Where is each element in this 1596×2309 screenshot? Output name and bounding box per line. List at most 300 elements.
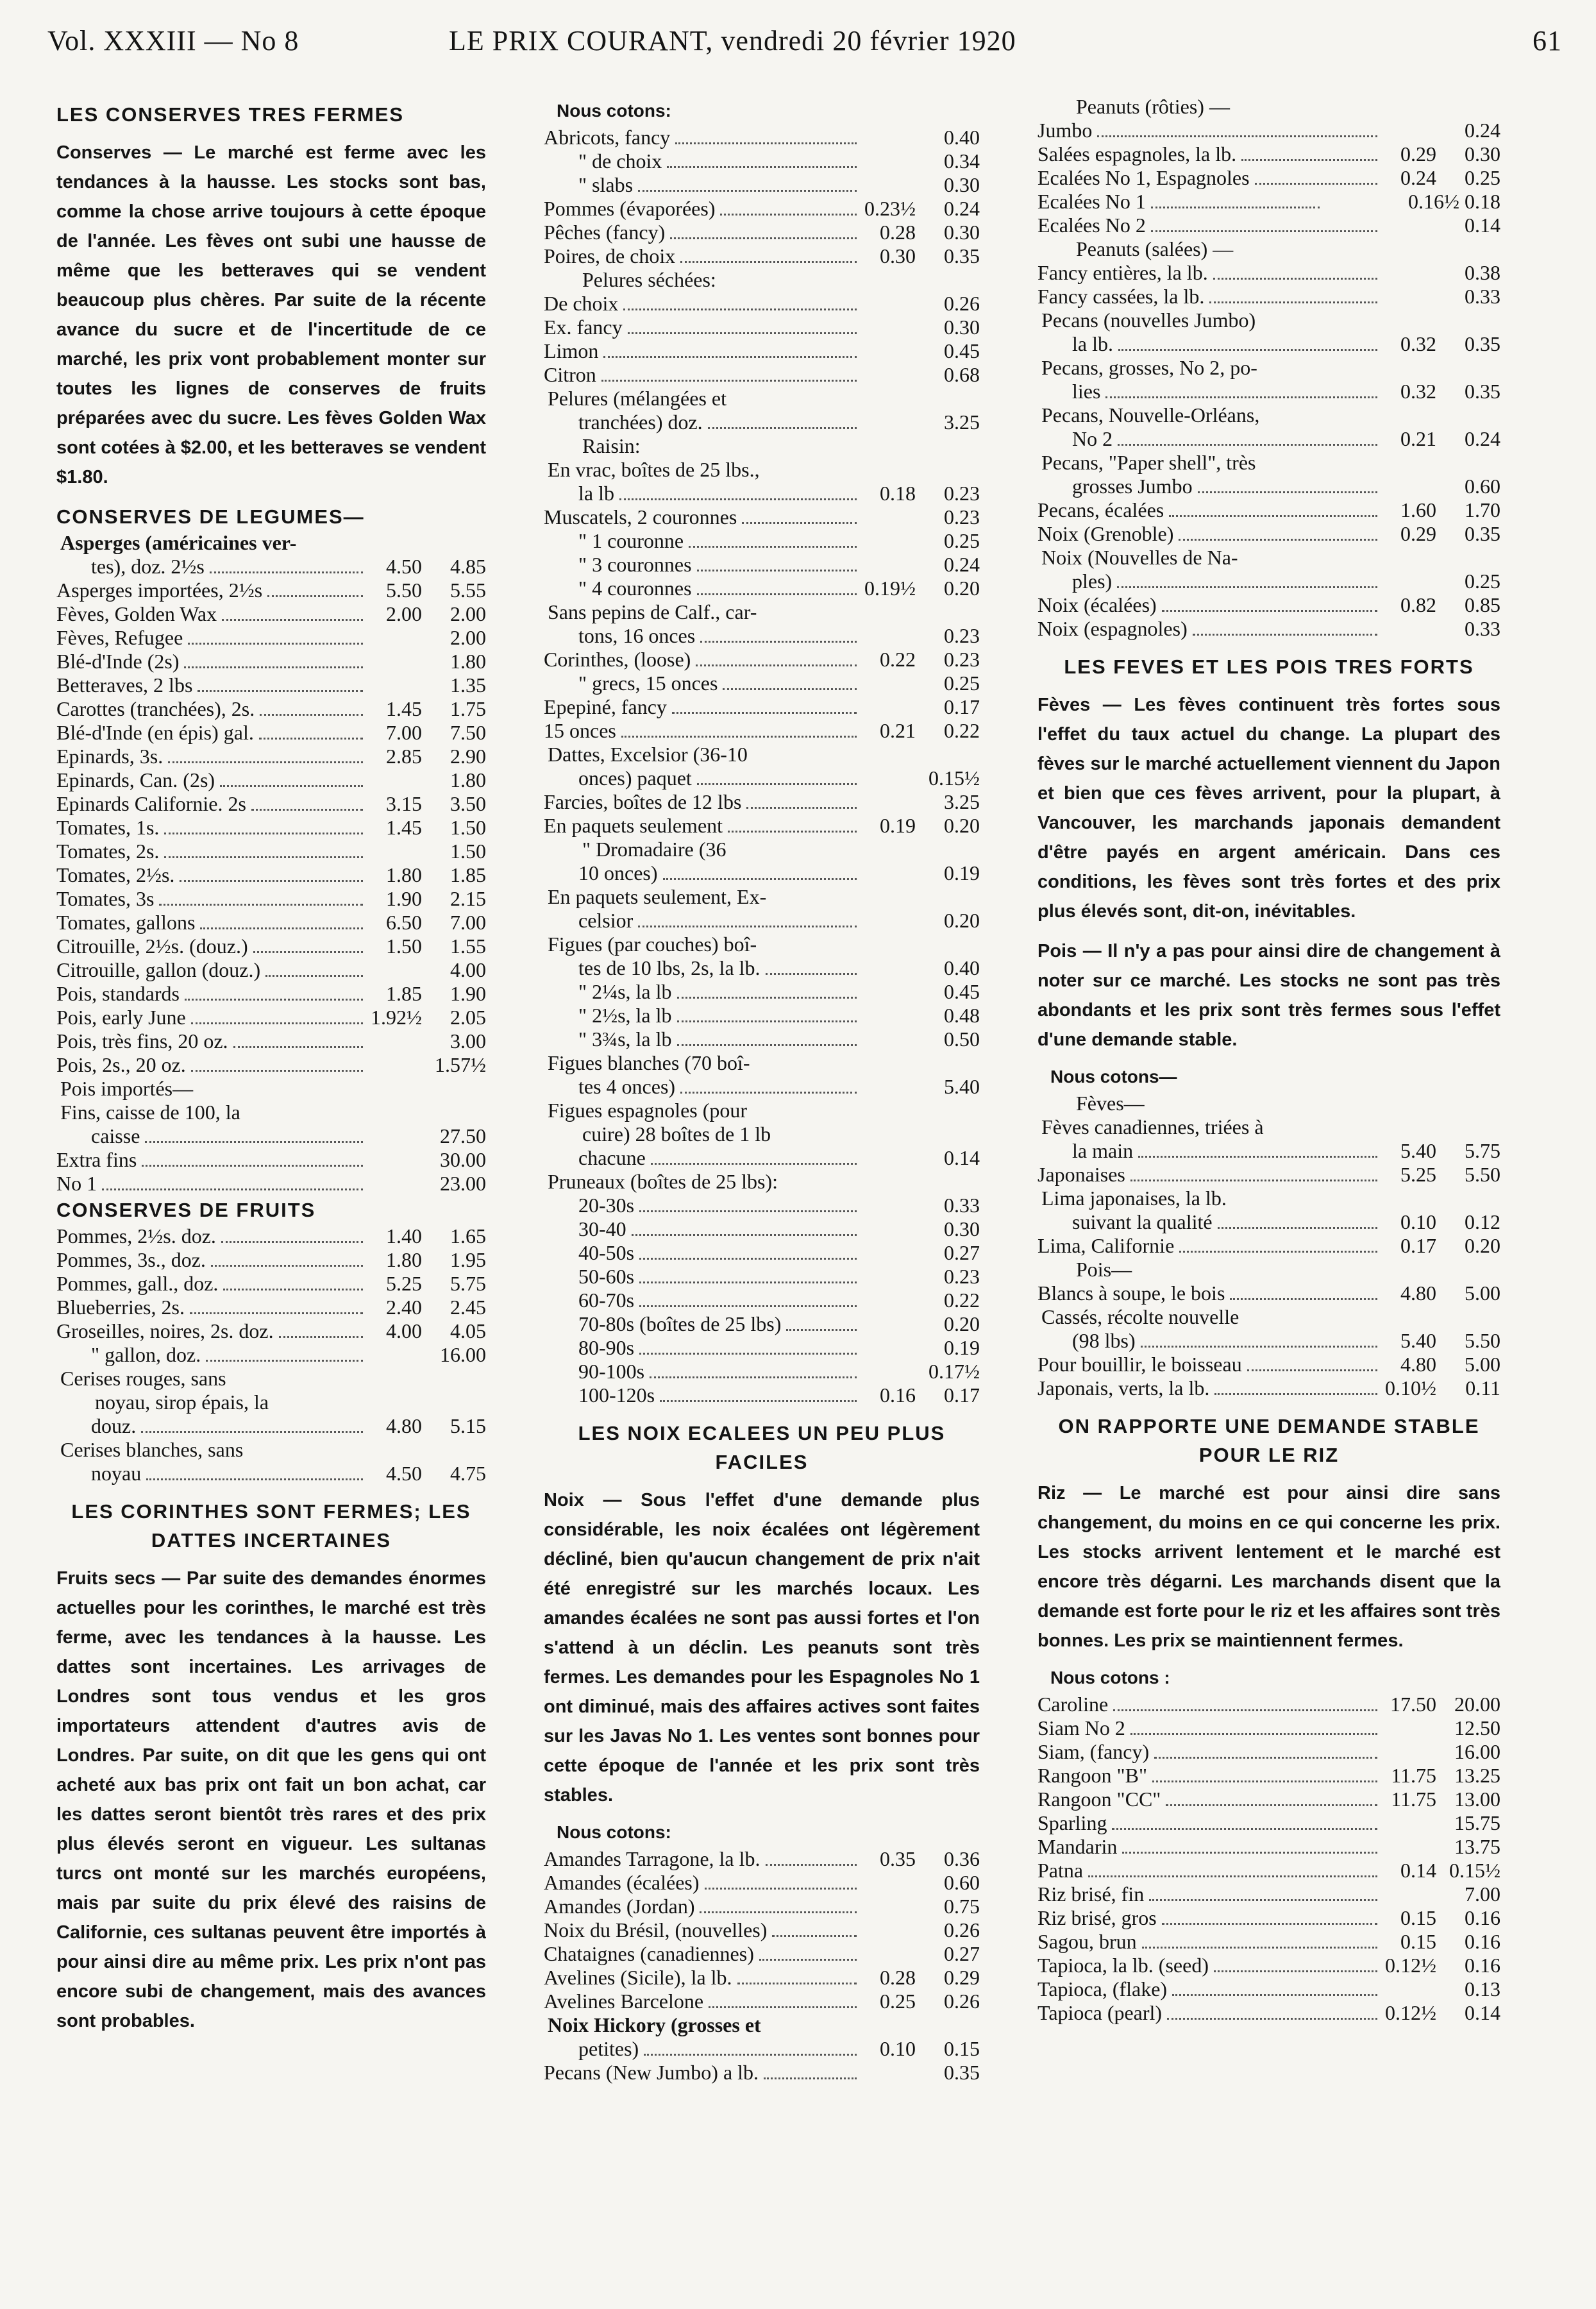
- price-row: [544, 1217, 980, 1241]
- price-row: [1037, 1882, 1500, 1906]
- price-row: [544, 648, 980, 672]
- item-asperges: Asperges (américaines ver-: [60, 531, 297, 554]
- price-row: [56, 792, 486, 816]
- price-label: Pecans, écalées: [1037, 498, 1164, 521]
- price-high: 0.20: [944, 814, 980, 837]
- dot-leader: [184, 666, 363, 668]
- table-dattes: [544, 766, 980, 838]
- item-paquets: En paquets seulement, Ex-: [548, 885, 767, 908]
- dot-leader: [260, 714, 363, 716]
- price-high: 12.50: [1454, 1716, 1500, 1739]
- price-row: [1037, 1788, 1500, 1811]
- price-label: Fèves, Refugee: [56, 626, 183, 649]
- price-label: Citron: [544, 363, 596, 386]
- price-row: [1037, 1859, 1500, 1882]
- price-label: la main: [1072, 1139, 1134, 1162]
- price-high: 0.45: [944, 339, 980, 362]
- item-pecans-jumbo: Pecans (nouvelles Jumbo): [1041, 309, 1256, 332]
- dot-leader: [697, 783, 857, 785]
- dot-leader: [1113, 1709, 1377, 1711]
- dot-leader: [1247, 1369, 1377, 1371]
- column-1: [56, 95, 486, 2046]
- price-label: Tapioca (pearl): [1037, 2001, 1163, 2024]
- price-high: 0.22: [944, 719, 980, 742]
- price-high: 2.00: [450, 602, 486, 625]
- price-label: Farcies, boîtes de 12 lbs: [544, 790, 742, 813]
- item-pois-importes: Pois importés—: [60, 1077, 194, 1100]
- price-high: 16.00: [1454, 1740, 1500, 1763]
- price-label: Epinards, Can. (2s): [56, 768, 215, 791]
- price-label: Mandarin: [1037, 1835, 1118, 1858]
- price-row: [544, 790, 980, 814]
- price-high: 13.75: [1454, 1835, 1500, 1858]
- item-dattes: Dattes, Excelsior (36-10: [548, 743, 748, 766]
- table-peanuts-salees: [1037, 261, 1500, 309]
- dot-leader: [680, 1092, 857, 1094]
- price-row: [544, 1990, 980, 2013]
- dot-leader: [742, 522, 857, 524]
- price-label: Tomates, 2½s.: [56, 863, 175, 886]
- price-row: [56, 626, 486, 650]
- nous-cotons-label: Nous cotons:: [557, 101, 671, 121]
- price-high: 0.40: [944, 956, 980, 979]
- price-label: Ex. fancy: [544, 316, 623, 339]
- price-label: noyau: [91, 1462, 142, 1485]
- price-high: 0.12: [1465, 1210, 1500, 1233]
- dot-leader: [705, 1888, 857, 1890]
- dot-leader: [145, 1141, 363, 1143]
- price-row: [544, 553, 980, 577]
- item-figues: Figues (par couches) boî-: [548, 933, 757, 956]
- price-high: 1.57½: [435, 1053, 486, 1076]
- dot-leader: [708, 427, 857, 429]
- price-high: 0.25: [1465, 570, 1500, 593]
- price-high: 3.25: [944, 410, 980, 434]
- price-high: 0.11: [1465, 1376, 1500, 1400]
- price-high: 0.75: [944, 1895, 980, 1918]
- price-label: Siam, (fancy): [1037, 1740, 1150, 1763]
- price-row: [56, 721, 486, 745]
- price-low: 0.10½: [1385, 1376, 1436, 1400]
- price-row: [56, 982, 486, 1006]
- dot-leader: [644, 2054, 857, 2056]
- price-row: [544, 221, 980, 244]
- price-row: [1037, 214, 1500, 237]
- dot-leader: [159, 904, 363, 906]
- price-row: [1037, 332, 1500, 356]
- page-header: [0, 0, 1596, 77]
- price-row: [544, 1966, 980, 1990]
- table-pelures: [544, 292, 980, 387]
- dot-leader: [146, 1478, 363, 1480]
- dot-leader: [188, 643, 363, 645]
- price-row: [544, 410, 980, 434]
- dot-leader: [1213, 278, 1377, 280]
- item-pruneaux: Pruneaux (boîtes de 25 lbs):: [548, 1170, 778, 1193]
- price-row: [544, 719, 980, 743]
- price-label: 15 onces: [544, 719, 616, 742]
- price-high: 2.45: [450, 1296, 486, 1319]
- dot-leader: [197, 690, 363, 692]
- price-row: [544, 624, 980, 648]
- table-pecans-paper: [1037, 475, 1500, 546]
- dot-leader: [601, 380, 857, 382]
- dot-leader: [677, 1044, 857, 1046]
- price-high: 23.00: [440, 1172, 486, 1195]
- price-row: [544, 1871, 980, 1895]
- price-label: Pois, standards: [56, 982, 180, 1005]
- price-low: 1.92½: [371, 1006, 422, 1029]
- price-row: [56, 579, 486, 602]
- price-row: [1037, 1376, 1500, 1400]
- price-row: [56, 768, 486, 792]
- dot-leader: [1218, 1227, 1377, 1229]
- price-label: Chataignes (canadiennes): [544, 1942, 754, 1965]
- price-high: 1.85: [450, 863, 486, 886]
- price-row: [56, 1319, 486, 1343]
- price-low: 5.25: [1400, 1163, 1436, 1186]
- price-high: 0.15: [944, 2037, 980, 2060]
- page-number: 61: [1533, 25, 1562, 56]
- price-label: 40-50s: [578, 1241, 635, 1264]
- price-high: 0.35: [1465, 522, 1500, 545]
- price-label: chacune: [578, 1146, 646, 1169]
- table-pois-blancs: [1037, 1281, 1500, 1305]
- dot-leader: [675, 142, 857, 144]
- price-label: caisse: [91, 1124, 140, 1147]
- price-high: 0.30: [944, 221, 980, 244]
- price-label: Carottes (tranchées), 2s.: [56, 697, 255, 720]
- column-2: [544, 95, 980, 2085]
- price-high: 0.60: [1465, 475, 1500, 498]
- price-low: 4.80: [1400, 1281, 1436, 1305]
- price-low: 17.50: [1390, 1693, 1436, 1716]
- dot-leader: [1167, 2018, 1377, 2020]
- price-label: Asperges importées, 2½s: [56, 579, 263, 602]
- item-cerises-rouges-2: noyau, sirop épais, la: [95, 1391, 269, 1414]
- price-high: 0.17: [944, 695, 980, 718]
- dot-leader: [667, 166, 857, 168]
- price-label: Jumbo: [1037, 119, 1093, 142]
- price-high: 0.27: [944, 1241, 980, 1264]
- price-label: tranchées) doz.: [578, 410, 703, 434]
- price-high: 7.00: [450, 911, 486, 934]
- price-high: 0.40: [944, 126, 980, 149]
- dot-leader: [772, 1935, 857, 1937]
- price-row: [1037, 2001, 1500, 2025]
- price-high: 5.75: [1465, 1139, 1500, 1162]
- price-label: 80-90s: [578, 1336, 635, 1359]
- price-high: 0.34: [944, 149, 980, 173]
- table-lima: [1037, 1210, 1500, 1258]
- dot-leader: [1162, 1923, 1377, 1925]
- price-row: [1037, 119, 1500, 142]
- price-low: 0.15: [1400, 1906, 1436, 1929]
- table-fruits: [56, 1224, 486, 1367]
- price-row: [56, 602, 486, 626]
- price-row: [1037, 1234, 1500, 1258]
- nous-cotons-label-4: Nous cotons :: [1050, 1668, 1170, 1687]
- dot-leader: [1112, 1828, 1377, 1830]
- price-row: [56, 1343, 486, 1367]
- price-label: Sparling: [1037, 1811, 1107, 1834]
- price-label: Extra fins: [56, 1148, 137, 1171]
- price-row: [56, 958, 486, 982]
- price-row: [1037, 427, 1500, 451]
- price-label: Fancy cassées, la lb.: [1037, 285, 1205, 308]
- price-high: 1.80: [450, 768, 486, 791]
- price-high: 1.65: [450, 1224, 486, 1248]
- price-label: Rangoon "B": [1037, 1764, 1148, 1787]
- price-row: [1037, 1764, 1500, 1788]
- dot-leader: [210, 571, 363, 573]
- dot-leader: [1162, 610, 1377, 612]
- price-low: 0.12½: [1385, 2001, 1436, 2024]
- price-row: [544, 1942, 980, 1966]
- price-high: 0.30: [944, 173, 980, 196]
- price-high: 0.23: [944, 648, 980, 671]
- price-row: [56, 1053, 486, 1077]
- table-riz: [1037, 1693, 1500, 2025]
- price-low: 0.35: [880, 1847, 916, 1870]
- dot-leader: [1141, 1346, 1377, 1348]
- price-high: 0.25: [944, 529, 980, 552]
- table-corinthes: [544, 624, 980, 743]
- price-high: 3.25: [944, 790, 980, 813]
- dot-leader: [1149, 1899, 1377, 1901]
- dot-leader: [223, 1289, 363, 1290]
- dot-leader: [180, 880, 363, 882]
- price-low: 1.80: [386, 863, 422, 886]
- price-row: [544, 1241, 980, 1265]
- dot-leader: [1179, 1251, 1377, 1253]
- price-low: 7.00: [386, 721, 422, 744]
- item-lima: Lima japonaises, la lb.: [1041, 1187, 1227, 1210]
- price-row: [544, 861, 980, 885]
- dot-leader: [1214, 1393, 1377, 1395]
- price-row: [1037, 380, 1500, 403]
- price-label: Caroline: [1037, 1693, 1109, 1716]
- dot-leader: [1142, 1947, 1377, 1949]
- price-low: 0.16: [880, 1383, 916, 1407]
- price-row: [56, 1006, 486, 1029]
- price-high: 4.75: [450, 1462, 486, 1485]
- price-row: [544, 2037, 980, 2061]
- price-high: 0.35: [1465, 380, 1500, 403]
- price-label: Blé-d'Inde (2s): [56, 650, 180, 673]
- price-low: 6.50: [386, 911, 422, 934]
- price-label: la lb: [578, 482, 614, 505]
- price-low: 0.23½: [864, 197, 916, 220]
- price-label: Pour bouillir, le boisseau: [1037, 1353, 1242, 1376]
- price-row: [544, 339, 980, 363]
- price-row: [544, 482, 980, 505]
- dot-leader: [700, 1911, 857, 1913]
- price-high: 0.25: [944, 672, 980, 695]
- price-label: Pommes, 2½s. doz.: [56, 1224, 216, 1248]
- table-cerises: [56, 1414, 486, 1438]
- price-row: [544, 1075, 980, 1099]
- dot-leader: [623, 309, 857, 310]
- price-label: Epinards, 3s.: [56, 745, 164, 768]
- dot-leader: [650, 1376, 857, 1378]
- price-high: 4.85: [450, 555, 486, 578]
- price-label: Japonaises: [1037, 1163, 1125, 1186]
- dot-leader: [697, 570, 857, 571]
- publication-title-date: LE PRIX COURANT, vendredi 20 février 1920: [449, 25, 1016, 56]
- dot-leader: [211, 1265, 363, 1267]
- table-peanuts: [1037, 119, 1500, 237]
- dot-leader: [632, 1234, 857, 1236]
- price-high: 0.85: [1465, 593, 1500, 616]
- price-low: 0.10: [1400, 1210, 1436, 1233]
- dot-leader: [639, 1305, 857, 1307]
- table-pecans-orleans: [1037, 427, 1500, 451]
- dot-leader: [1179, 539, 1377, 541]
- item-noix-naples: Noix (Nouvelles de Na-: [1041, 546, 1238, 569]
- article-riz: Riz — Le marché est pour ainsi dire sans changement, du moins en ce qui concerne les prix. Les stocks arrivent lentement et le marché est encore très dégarni. Les marchands disent que la demande est forte pour le riz et les affaires sont très bonnes. Les prix se maintiennent fermes.: [1037, 1483, 1500, 1651]
- price-label: Patna: [1037, 1859, 1084, 1882]
- price-low: 0.19: [880, 814, 916, 837]
- price-low: 0.30: [880, 244, 916, 267]
- price-high: 0.36: [944, 1847, 980, 1870]
- price-row: [544, 1312, 980, 1336]
- dot-leader: [1151, 207, 1320, 208]
- price-label: Epinards Californie. 2s: [56, 792, 246, 815]
- price-row: [56, 673, 486, 697]
- price-label: " 4 couronnes: [578, 577, 692, 600]
- table-excelsior: [544, 909, 980, 933]
- price-low: 4.80: [1400, 1353, 1436, 1376]
- heading-corinthes: LES CORINTHES SONT FERMES; LES DATTES INCERTAINES: [71, 1500, 471, 1552]
- dot-leader: [689, 546, 857, 548]
- price-low: 0.82: [1400, 593, 1436, 616]
- price-high: 13.00: [1454, 1788, 1500, 1811]
- price-high: 7.50: [450, 721, 486, 744]
- price-row: [1037, 1716, 1500, 1740]
- price-high: 0.60: [944, 1871, 980, 1894]
- item-peanuts-roties: Peanuts (rôties) —: [1076, 95, 1230, 118]
- price-low: 0.18: [880, 482, 916, 505]
- price-label: Pois, early June: [56, 1006, 186, 1029]
- price-row: [56, 816, 486, 840]
- price-label: Fancy entières, la lb.: [1037, 261, 1208, 284]
- price-row: [1037, 1281, 1500, 1305]
- dot-leader: [720, 214, 857, 216]
- dot-leader: [1214, 1970, 1377, 1972]
- price-low: 0.25: [880, 1990, 916, 2013]
- price-label: " gallon, doz.: [91, 1343, 201, 1366]
- price-high: 0.15½: [1449, 1859, 1500, 1882]
- price-row: [56, 1172, 486, 1196]
- price-high: 4.05: [450, 1319, 486, 1342]
- price-row: [1037, 593, 1500, 617]
- price-row: [544, 1918, 980, 1942]
- price-high: 0.33: [1465, 617, 1500, 640]
- dot-leader: [696, 664, 857, 666]
- dot-leader: [639, 1258, 857, 1260]
- dot-leader: [200, 927, 363, 929]
- price-high: 0.29: [944, 1966, 980, 1989]
- price-row: [56, 1462, 486, 1485]
- table-feves: [1037, 1139, 1500, 1187]
- price-row: [1037, 475, 1500, 498]
- price-label: Corinthes, (loose): [544, 648, 691, 671]
- dot-leader: [141, 1431, 363, 1433]
- price-low: 0.29: [1400, 522, 1436, 545]
- price-high: 0.30: [1465, 142, 1500, 165]
- article-conserves: Conserves — Le marché est ferme avec les tendances à la hausse. Les stocks sont bas, comme la chose arrive toujours à cette époque de l'année. Les fèves ont subi une hausse de même que les betteraves qui se vendent beaucoup plus chères. Par suite de la récente avance du sucre et de l'incertitude de ce marché, les prix vont probablement monter sur toutes les lignes de conserves de fruits préparées avec du sucre. Les fèves Golden Wax sont cotées à $2.00, et les betteraves se vendent $1.80.: [56, 142, 486, 487]
- price-high: 0.16½ 0.18: [1408, 190, 1500, 213]
- price-high: 0.33: [1465, 285, 1500, 308]
- price-high: 1.95: [450, 1248, 486, 1271]
- price-high: 0.14: [944, 1146, 980, 1169]
- dot-leader: [700, 641, 857, 643]
- table-legumes-2: [56, 1124, 486, 1196]
- price-row: [544, 316, 980, 339]
- price-row: [56, 887, 486, 911]
- price-row: [56, 1148, 486, 1172]
- price-row: [1037, 1139, 1500, 1163]
- price-low: 11.75: [1391, 1764, 1436, 1787]
- price-high: 13.25: [1454, 1764, 1500, 1787]
- price-row: [544, 956, 980, 980]
- table-noix: [1037, 570, 1500, 641]
- price-label: tons, 16 onces: [578, 624, 696, 647]
- price-low: 2.85: [386, 745, 422, 768]
- table-hickory: [544, 2037, 980, 2085]
- price-high: 0.35: [1465, 332, 1500, 355]
- price-high: 0.33: [944, 1194, 980, 1217]
- price-label: Ecalées No 2: [1037, 214, 1146, 237]
- table-fruits-secs: [544, 126, 980, 268]
- dot-leader: [1241, 159, 1377, 161]
- dot-leader: [766, 973, 857, 975]
- price-label: Riz brisé, gros: [1037, 1906, 1157, 1929]
- price-label: Tomates, 1s.: [56, 816, 160, 839]
- price-label: grosses Jumbo: [1072, 475, 1193, 498]
- price-row: [1037, 1329, 1500, 1353]
- price-label: " grecs, 15 onces: [578, 672, 718, 695]
- price-label: 70-80s (boîtes de 25 lbs): [578, 1312, 782, 1335]
- price-row: [56, 697, 486, 721]
- price-row: [56, 650, 486, 673]
- dot-leader: [660, 1400, 857, 1402]
- price-high: 0.13: [1465, 1977, 1500, 2000]
- price-label: Fèves, Golden Wax: [56, 602, 217, 625]
- dot-leader: [638, 926, 857, 927]
- price-row: [56, 745, 486, 768]
- price-high: 0.22: [944, 1289, 980, 1312]
- price-low: 0.29: [1400, 142, 1436, 165]
- price-low: 0.32: [1400, 332, 1436, 355]
- price-high: 1.80: [450, 650, 486, 673]
- price-label: petites): [578, 2037, 639, 2060]
- price-label: Tomates, 3s: [56, 887, 155, 910]
- heading-noix: LES NOIX ECALEES UN PEU PLUS FACILES: [578, 1422, 946, 1473]
- price-low: 0.32: [1400, 380, 1436, 403]
- item-cerises-blanches: Cerises blanches, sans: [60, 1438, 244, 1461]
- price-label: tes de 10 lbs, 2s, la lb.: [578, 956, 760, 979]
- dot-leader: [191, 1022, 363, 1024]
- price-row: [56, 1414, 486, 1438]
- dot-leader: [786, 1329, 857, 1331]
- price-label: Amandes (Jordan): [544, 1895, 695, 1918]
- price-high: 0.26: [944, 1918, 980, 1941]
- item-pecans-grosses: Pecans, grosses, No 2, po-: [1041, 356, 1257, 379]
- price-low: 0.10: [880, 2037, 916, 2060]
- price-row: [544, 909, 980, 933]
